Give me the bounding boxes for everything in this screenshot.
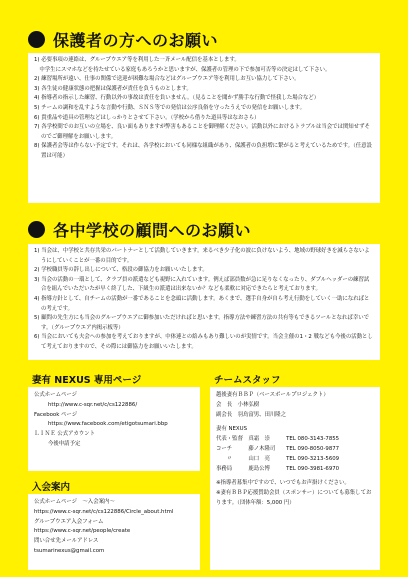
homepage-link[interactable]: http://www.c-sqr.net/c/cs122886/ [48, 401, 138, 408]
list-item: 3) 当会の活動の一環として、クラブ員の派遣なども視野に入れています。例えば部員数が急に足りなくなったり、ダブルヘッダーの練習試合を組んでいただいたが早く終了した、下級生の派遣は出来ないか？なども柔軟に対応できたらと考えております。 [34, 276, 370, 293]
org1-name: 越後妻有ＢＢＰ（ベースボールプロジェクト） [216, 392, 329, 398]
list-item: 3) 各生徒の健康状態の把握は保護者が責任を負うものとします。 [34, 85, 192, 92]
contact-email-link[interactable]: tsumarinexus@gmail.com [34, 547, 105, 554]
list-item: 4) 指導者の指示した練習、行動以外の事故は責任を負いません。（見ることを聞かず勝手な行動で怪我した場合など） [34, 95, 320, 102]
list-item: 4) 指導方針として、自チームの活動が一番であることを念頭に活動します。あくまで、選手自身が自ら考え行動をしていく一助になればとの考えです。 [34, 295, 370, 312]
groupware-form-label: グループウエア入会フォーム [34, 518, 104, 525]
list-item: 5) 顧問の先生方にも当会のグループウエアに御参加いただければと思います。指導方法や練習方法の共有等もできるツールとなれば幸いです。（グループウエア内掲示板等） [34, 315, 369, 331]
facebook-label: Facebook ページ [34, 411, 78, 418]
homepage-label: 公式ホームページ [34, 392, 78, 398]
list-item: 7) 各学校間でのお互いの立場を、良い面もありますが弊害もあることを御理解ください。活動以外におけるトラブルは当会では関知せずそのでご御理解をお願いします。 [34, 124, 370, 140]
note-line: ※妻有ＢＢＰ応援賛助会員（スポンサー）についても募集しております。（団体年額：5,000 円） [216, 490, 372, 506]
list-item: 2) 学校職員等の辞し出しについて、格段の御協力をお願いいたします。 [34, 267, 208, 274]
staff-line: 事務局 鹿島公博 TEL 090-3981-6970 [216, 465, 340, 472]
list-item: 6) 貴重品や道具の管理などはしっかりとさせて下さい。（学校から借りた道具等はなおさら） [34, 114, 260, 121]
list-item: 6) 当会においても夫会への参加を考えておりますが、中体連との絡みもあり難しいのが実情です。当会主催の1・2 戦なども今後の活動として考えておりますので、その際には御協力をお願いいたします。 [34, 334, 373, 350]
line-status: 今後申請予定 [48, 440, 81, 447]
staff-line: 代表・監督 真霜 崇 TEL 080-3143-7855 [216, 436, 340, 443]
list-item: 2) 練習場所が遠い、仕事の関係で送迎が困難な場合などはグループウエア等を利用しお互い協力して下さい。 [34, 76, 300, 83]
groupware-form-link[interactable]: https://www.c-sqr.net/people/create [34, 528, 131, 535]
circle-bullet-icon [28, 221, 45, 238]
circle-bullet-icon [28, 31, 45, 48]
contact-email-label: 問い合せ先メールアドレス [34, 538, 99, 545]
section2-header [28, 218, 251, 241]
facebook-link[interactable]: https://www.facebook.com/etigotsumari.bbp [48, 421, 168, 428]
section2-title: 各中学校の顧問へのお願い [53, 221, 252, 240]
list-item: 中学生にスマホなどを持たせている家庭もあろうかと思いますが、保護者の管理の下で参加可否等の決定はして下さい。 [34, 66, 331, 73]
list-item: 8) 保護者会等は作らない予定です。それは、各学校においても同様な組織があり、保護者の負担増に繋がると考えているためです。（任意設置は可能） [34, 143, 372, 159]
list-item: 1) 当会は、中学校と共存共栄のパートナーとして活動していきます。来るべき少子化の波に負けないよう、地域の野球好きを減らさないようにしていくことが一番の目的です。 [34, 248, 370, 264]
list-item: 1) 必要事項の連絡は、グループウエア等を利用した一斉メール配信を基本とします。 [34, 57, 240, 63]
staff-line: 〃 山口 亮 TEL 090-3213-5609 [216, 455, 340, 462]
org2-name: 妻有 NEXUS [216, 426, 247, 433]
staff-box [210, 387, 380, 570]
entry-links-box [28, 494, 200, 570]
section1-title: 保護者の方へのお願い [53, 31, 219, 50]
section1-box [28, 53, 380, 203]
note-line: ※指導者募集中ですので、いつでもお声掛けください。 [216, 480, 350, 487]
staff-line: 会 長 小林弘樹 [216, 401, 260, 408]
staff-line: 副会長 羽鳥富男、田川隆之 [216, 411, 287, 418]
team-staff-title: チームスタッフ [214, 375, 281, 386]
entry-guide-title: 入会案内 [32, 482, 71, 493]
list-item: 5) チームの調和を乱すような言動や行動、ＳＮＳ等での発信は公序良俗を守ったうえでの発信をお願いします。 [34, 104, 305, 111]
staff-line: コーチ 藤ノ木隆司 TEL 090-8050-9877 [216, 445, 340, 452]
line-label: ＬＩＮＥ 公式アカウント [34, 431, 95, 438]
nexus-links-box [28, 387, 200, 471]
entry-homepage-link[interactable]: https://www.c-sqr.net/c/cs122886/Circle_about.html [34, 508, 174, 515]
nexus-page-title: 妻有 NEXUS 専用ページ [32, 375, 142, 386]
section2-box [28, 244, 380, 360]
entry-homepage-label: 公式ホームページ ～入会案内～ [34, 499, 115, 505]
section1-header [28, 28, 218, 51]
